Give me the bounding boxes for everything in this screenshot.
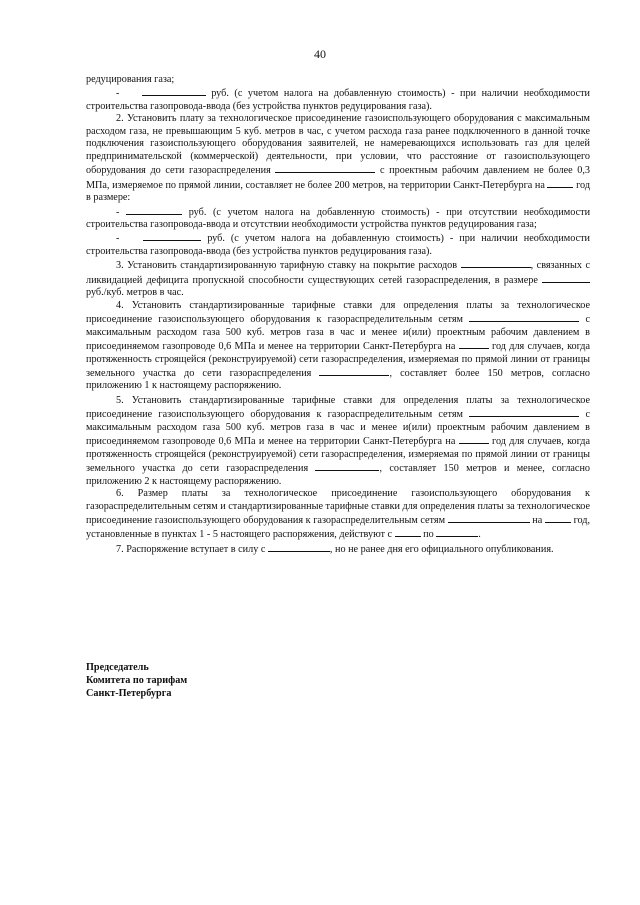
blank-field bbox=[459, 339, 489, 349]
blank-field bbox=[542, 273, 590, 283]
blank-field bbox=[459, 434, 489, 444]
blank-field bbox=[436, 527, 478, 537]
text-fragment: по bbox=[423, 529, 434, 541]
text-fragment: , связанных с ликвидацией дефицита пропускной способности существующих сетей газораспределения, в размере bbox=[86, 260, 590, 286]
blank-field bbox=[469, 312, 579, 322]
dash-marker: - bbox=[116, 88, 120, 100]
signature-line-title: Председатель bbox=[86, 662, 149, 673]
text-fragment: руб. (с учетом налога на добавленную стоимость) - при наличии необходимости строительства газопровода-ввода (без устройства пунктов редуцирования газа). bbox=[86, 233, 591, 257]
paragraph-dash-item bbox=[86, 86, 590, 113]
paragraph-item-2 bbox=[86, 113, 590, 204]
text-fragment: с максимальным расходом газа 500 куб. метров газа в час и менее и(или) проектным рабочим давлением в присоединяемом газопроводе 0,6 МПа и менее на территории Санкт-Петербурга на bbox=[86, 409, 590, 448]
text-fragment: руб. (с учетом налога на добавленную стоимость) - при отсутствии необходимости строительства газопровода-ввода и отсутствии необходимости устройства пунктов редуцирования газа; bbox=[86, 206, 591, 230]
text-fragment: . bbox=[478, 529, 481, 541]
dash-marker: - bbox=[116, 206, 120, 218]
signature-line-city: Санкт-Петербурга bbox=[86, 688, 172, 699]
text-fragment: год в размере: bbox=[86, 179, 591, 204]
text-fragment: руб. (с учетом налога на добавленную стоимость) - при наличии необходимости строительства газопровода-ввода (без устройства пунктов редуцирования газа). bbox=[86, 88, 591, 112]
blank-field bbox=[142, 86, 206, 96]
text-fragment: 7. Распоряжение вступает в силу с bbox=[116, 543, 266, 555]
paragraph-item-5 bbox=[86, 395, 590, 488]
blank-field bbox=[268, 542, 330, 552]
paragraph-dash-item bbox=[86, 205, 590, 232]
paragraph-item-7 bbox=[86, 542, 590, 556]
paragraph-dash-item bbox=[86, 231, 590, 258]
signature-line-committee: Комитета по тарифам bbox=[86, 675, 188, 686]
text-fragment: с проектным рабочим давлением не более 0,3 МПа, измеряемое по прямой линии, составляет не более 200 метров, на территории Санкт-Петербурга на bbox=[86, 165, 591, 191]
blank-field bbox=[461, 258, 531, 268]
paragraph-item-3 bbox=[86, 258, 590, 299]
page-number: 40 bbox=[314, 47, 326, 61]
blank-field bbox=[126, 205, 182, 215]
paragraph-item-4 bbox=[86, 300, 590, 393]
text-fragment: редуцирования газа; bbox=[86, 74, 175, 85]
paragraph-item-6 bbox=[86, 488, 590, 542]
text-fragment: 3. Установить стандартизированную тарифную ставку на покрытие расходов bbox=[116, 260, 458, 272]
dash-marker: - bbox=[116, 233, 120, 245]
text-fragment: , составляет более 150 метров, согласно приложению 1 к настоящему распоряжению. bbox=[86, 367, 590, 392]
blank-field bbox=[469, 407, 579, 417]
blank-field bbox=[448, 513, 530, 523]
text-fragment: год для случаев, когда протяженность строящейся (реконструируемой) сети газораспределения, измеряемая по прямой линии от границы земельного участка до сети газораспределения bbox=[86, 436, 590, 475]
text-fragment: год, установленные в пунктах 1 - 5 настоящего распоряжения, действуют с bbox=[86, 514, 591, 541]
text-fragment: 5. Установить стандартизированные тарифные ставки для определения платы за технологическое присоединение газоиспользующего оборудования к газораспределительным сетям bbox=[86, 394, 590, 421]
blank-field bbox=[319, 366, 389, 376]
text-fragment: , составляет 150 метров и менее, согласно приложению 2 к настоящему распоряжению. bbox=[86, 463, 591, 487]
text-fragment: с максимальным расходом газа 500 куб. метров газа в час и менее и(или) проектным рабочим давлением в присоединяемом газопроводе 0,6 МПа и менее на территории Санкт-Петербурга на bbox=[86, 314, 590, 353]
text-fragment: 6. Размер платы за технологическое присоединение газоиспользующего оборудования к газораспределительным сетям и стандартизированные тарифные ставки для определения платы за технологическое присоединение газоиспользующего оборудования к газораспределительным сетям bbox=[86, 488, 590, 526]
text-fragment: на bbox=[532, 514, 543, 526]
blank-field bbox=[545, 513, 571, 523]
blank-field bbox=[395, 527, 421, 537]
text-fragment: 4. Установить стандартизированные тарифные ставки для определения платы за технологическое присоединение газоиспользующего оборудования к газораспределительным сетям bbox=[86, 299, 590, 326]
blank-field bbox=[143, 231, 201, 241]
blank-field bbox=[275, 163, 375, 173]
signature-block bbox=[86, 661, 187, 700]
text-fragment: руб./куб. метров в час. bbox=[86, 287, 184, 299]
text-fragment: , но не ранее дня его официального опубликования. bbox=[329, 543, 554, 555]
blank-field bbox=[315, 461, 379, 471]
text-fragment: 2. Установить плату за технологическое присоединение газоиспользующего оборудования с максимальным расходом газа, не превышающим 5 куб. метров в час, с учетом расхода газа ранее подключенного в данной точке подключения газоиспользующего оборудования заявителей, не намеревающихся использовать газ для целей предпринимательской (коммерческой) деятельности, при условии, что расстояние от газоиспользующего оборудования до сети газораспределения bbox=[86, 113, 590, 177]
text-fragment: год для случаев, когда протяженность строящейся (реконструируемой) сети газораспределения, измеряемая по прямой линии от границы земельного участка до сети газораспределения bbox=[86, 341, 590, 379]
blank-field bbox=[547, 178, 573, 188]
document-body bbox=[86, 74, 590, 556]
paragraph-continuation bbox=[86, 74, 590, 86]
